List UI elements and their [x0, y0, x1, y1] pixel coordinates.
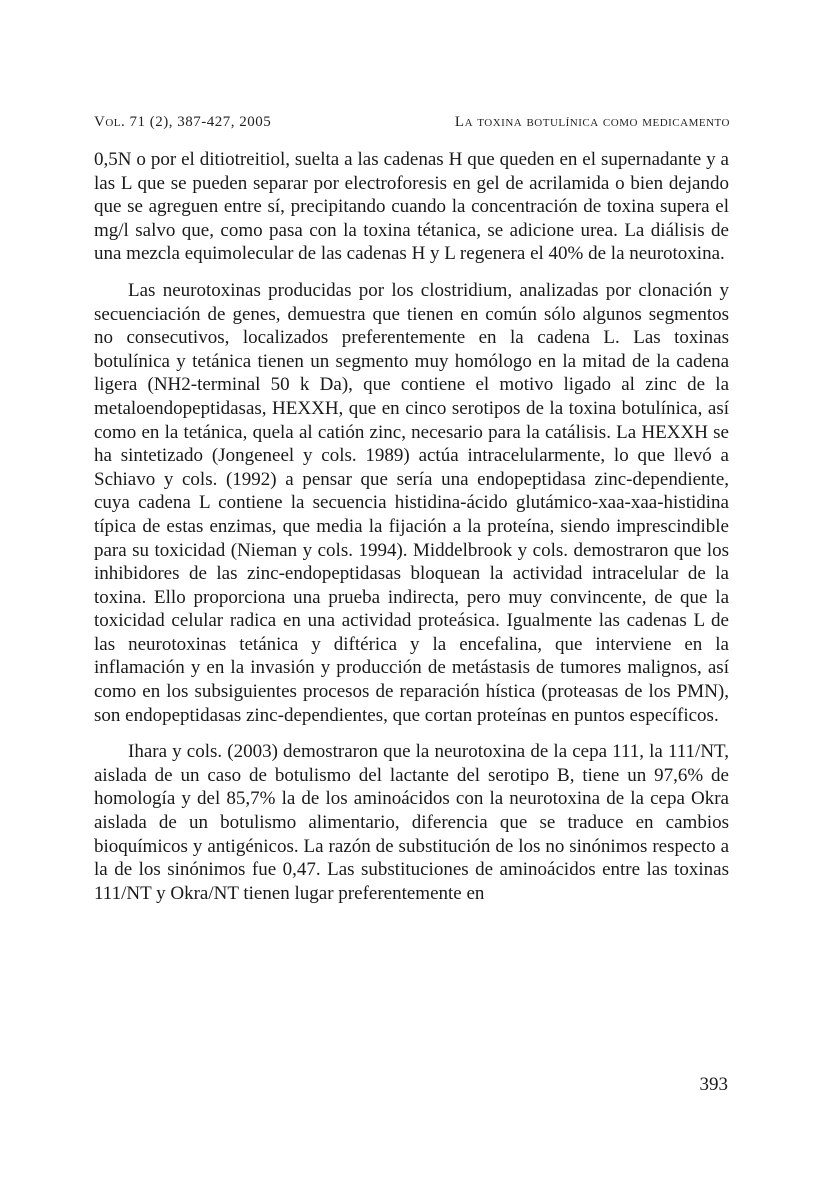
header-journal-volume: Vol. 71 (2), 387-427, 2005 [94, 114, 272, 130]
page-number: 393 [699, 1074, 728, 1095]
body-text [94, 148, 729, 905]
paragraph: Las neurotoxinas producidas por los clostridium, analizadas por clonación y secuenciación de genes, demuestra que tienen en común sólo algunos segmentos no consecutivos, localizados preferentemente en la cadena L. Las toxinas botulínica y tetánica tienen un segmento muy homólogo en la mitad de la cadena ligera (NH2-terminal 50 k Da), que contiene el motivo ligado al zinc de la metaloendopeptidasas, HEXXH, que en cinco serotipos de la toxina botulínica, así como en la tetánica, quela al catión zinc, necesario para la catálisis. La HEXXH se ha sintetizado (Jongeneel y cols. 1989) actúa intracelularmente, lo que llevó a Schiavo y cols. (1992) a pensar que sería una endopeptidasa zinc-dependiente, cuya cadena L contiene la secuencia histidina-ácido glutámico-xaa-xaa-histidina típica de estas enzimas, que media la fijación a la proteína, siendo imprescindible para su toxicidad (Nieman y cols. 1994). Middelbrook y cols. demostraron que los inhibidores de las zinc-endopeptidasas bloquean la actividad intracelular de la toxina. Ello proporciona una prueba indirecta, pero muy convincente, de que la toxicidad celular radica en una actividad proteásica. Igualmente las cadenas L de las neurotoxinas tetánica y diftérica y la encefalina, que interviene en la inflamación y en la invasión y producción de metástasis de tumores malignos, así como en los subsiguientes procesos de reparación hística (proteasas de los PMN), son endopeptidasas zinc-dependientes, que cortan proteínas en puntos específicos. [94, 279, 729, 726]
running-header [94, 114, 730, 131]
paragraph: Ihara y cols. (2003) demostraron que la neurotoxina de la cepa 111, la 111/NT, aislada de un caso de botulismo del lactante del serotipo B, tiene un 97,6% de homología y del 85,7% la de los aminoácidos con la neurotoxina de la cepa Okra aislada de un botulismo alimentario, diferencia que se traduce en cambios bioquímicos y antigénicos. La razón de substitución de los no sinónimos respecto a la de los sinónimos fue 0,47. Las substituciones de aminoácidos entre las toxinas 111/NT y Okra/NT tienen lugar preferentemente en [94, 741, 729, 904]
header-article-title: La toxina botulínica como medicamento [454, 114, 730, 130]
paragraph: 0,5N o por el ditiotreitiol, suelta a las cadenas H que queden en el supernadante y a las L que se pueden separar por electroforesis en gel de acrilamida o bien dejando que se agreguen entre sí, precipitando cuando la concentración de toxina supera el mg/l salvo que, como pasa con la toxina tétanica, se adicione urea. La diálisis de una mezcla equimolecular de las cadenas H y L regenera el 40% de la neurotoxina. [94, 149, 729, 265]
